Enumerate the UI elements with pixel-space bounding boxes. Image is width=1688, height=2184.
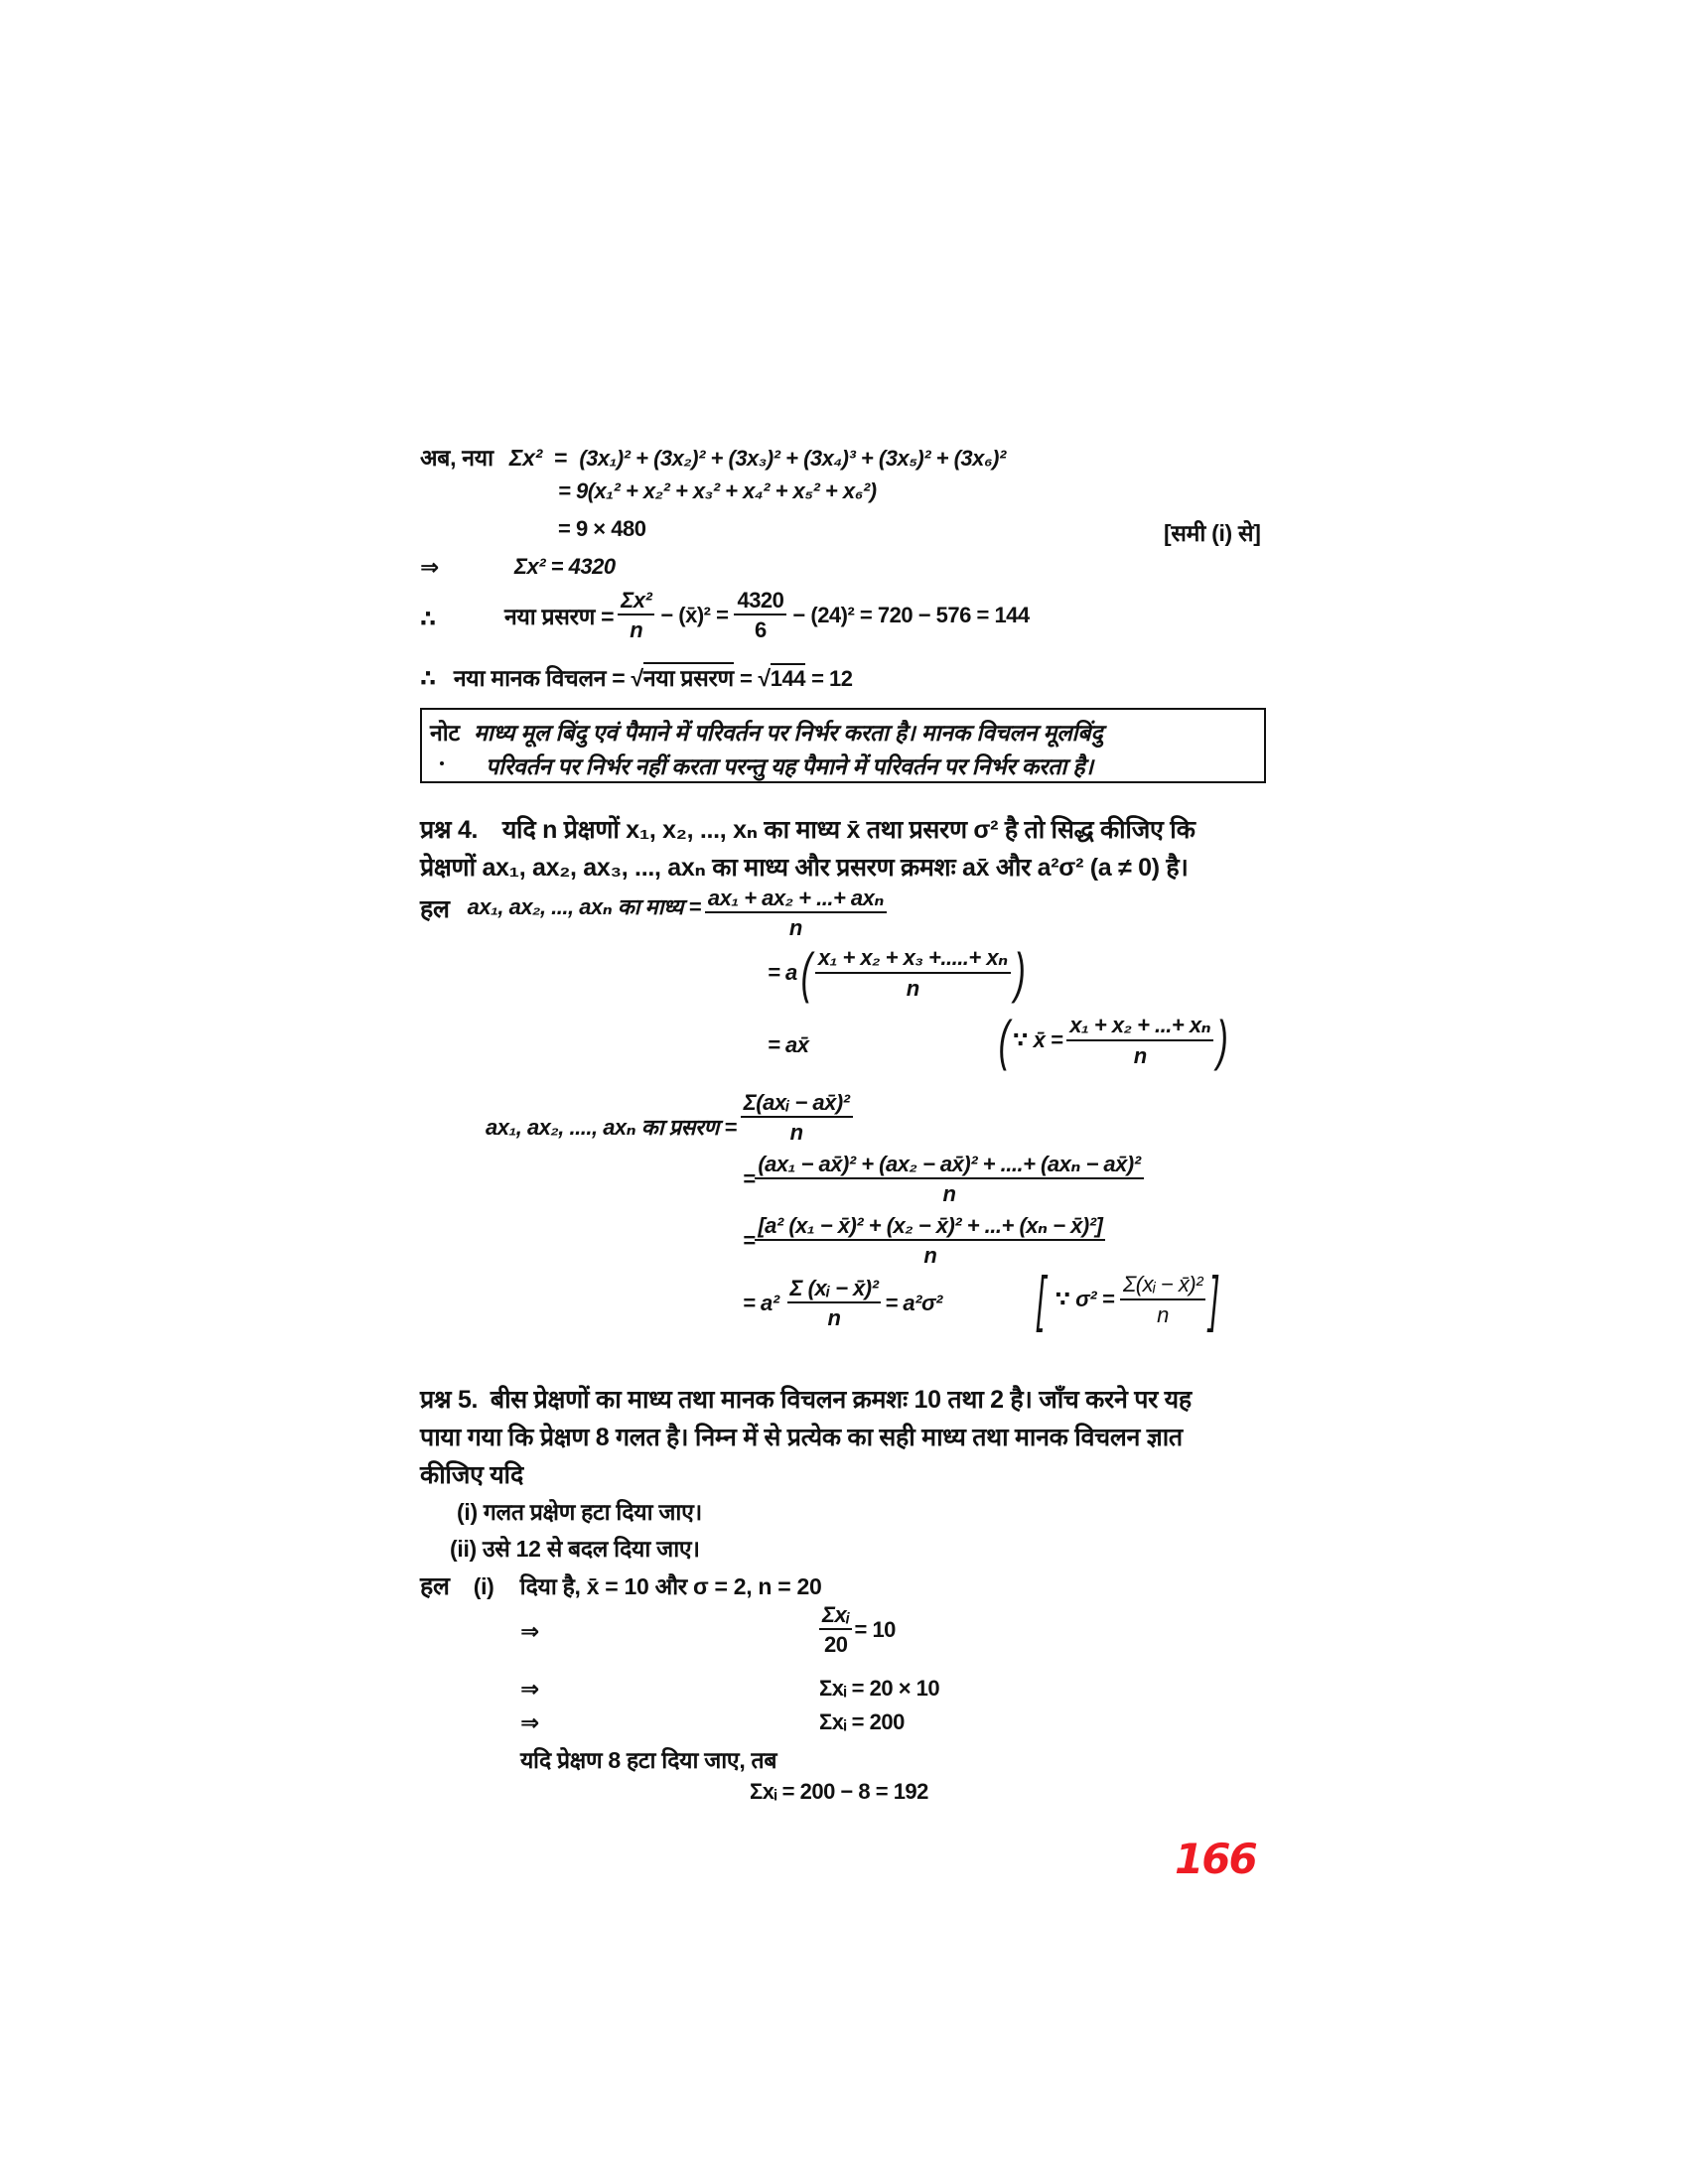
q4-variance-step-3: = $\frac{\text{[a² (x₁ − x̄)² + (x₂ − x̄)² + ...+ (xₙ − x̄)²]}}{n}$ xyxy=(743,1213,1105,1269)
q5-step-2: Σxᵢ = 20 × 10 xyxy=(819,1676,940,1701)
variance-result: − (24)² = 720 − 576 = 144 xyxy=(792,602,1030,627)
variance-lhs: ax₁, ax₂, ...., axₙ का प्रसरण = xyxy=(486,1115,737,1140)
lhs-sum-x2: Σx² xyxy=(508,445,542,471)
note-line-2: परिवर्तन पर निर्भर नहीं करता परन्तु यह पैमाने में परिवर्तन पर निर्भर करता है। xyxy=(486,753,1093,779)
fraction-4320-over-6: $\frac{4320}{6}$ xyxy=(734,588,786,643)
q5-step-1: $\frac{\text{Σxᵢ}}{20}$ = 10 xyxy=(819,1602,896,1658)
sqrt-naya-prasaran: नया प्रसरण xyxy=(643,662,734,691)
page-number: 166 xyxy=(1175,1835,1256,1883)
question-5-option-i: (i) गलत प्रक्षेण हटा दिया जाए। xyxy=(457,1499,702,1525)
fraction-sum-x2-over-n: $\frac{\text{Σx²}}{n}$ xyxy=(618,588,654,643)
equation-line-factored: = 9(x₁² + x₂² + x₃² + x₄² + x₅² + x₆²) xyxy=(558,478,877,503)
question-5-label: प्रश्न 5. xyxy=(420,1386,479,1414)
implies-symbol: ⇒ xyxy=(520,1709,539,1735)
q5-step-4: यदि प्रेक्षण 8 हटा दिया जाए, तब xyxy=(520,1747,777,1773)
fraction-x-sum: $\frac{\text{x₁ + x₂ + x₃ +.....+ xₙ}}{n}$ xyxy=(815,945,1011,1001)
note-label: नोट xyxy=(430,720,460,746)
question-5-line-3: कीजिए यदि xyxy=(420,1461,523,1489)
question-4-line-2: प्रेक्षणों ax₁, ax₂, ax₃, ..., axₙ का माध्य और प्रसरण क्रमशः ax̄ और a²σ² (a ≠ 0) है। xyxy=(420,854,1189,882)
bullet-dot xyxy=(440,761,444,765)
fraction-variance-expanded: $\frac{\text{(ax₁ − ax̄)² + (ax₂ − ax̄)² + ....+ (axₙ − ax̄)²}}{n}$ xyxy=(755,1152,1143,1207)
question-4-line-1: प्रश्न 4. यदि n प्रेक्षणों x₁, x₂, ..., xₙ का माध्य x̄ तथा प्रसरण σ² है तो सिद्ध कीजिए कि xyxy=(420,816,1196,844)
q4-mean-step-2: = a ( $\frac{\text{x₁ + x₂ + x₃ +.....+ xₙ}}{n}$ ) xyxy=(768,941,1026,1004)
mean-lhs: ax₁, ax₂, ..., axₙ का माध्य = xyxy=(467,894,701,919)
implies-symbol: ⇒ xyxy=(420,554,439,580)
q4-mean-reason: ( ∵ x̄ = $\frac{\text{x₁ + x₂ + ...+ xₙ}}{n}$ ) xyxy=(998,1009,1228,1071)
fraction-mean: $\frac{\text{ax₁ + ax₂ + ...+ axₙ}}{n}$ xyxy=(705,886,887,941)
label-ab-naya: अब, नया xyxy=(420,445,493,471)
therefore-symbol: ∴ xyxy=(420,665,436,691)
equals-sign: = xyxy=(554,445,568,471)
right-bracket: ] xyxy=(1209,1265,1218,1333)
note-box xyxy=(420,708,1266,783)
variance-final: = a²σ² xyxy=(885,1290,942,1315)
given-values: दिया है, x̄ = 10 और σ = 2, n = 20 xyxy=(519,1573,822,1599)
fraction-sigma-def: $\frac{\text{Σ(xᵢ − x̄)²}}{n}$ xyxy=(1120,1272,1205,1327)
fraction-x-bar-def: $\frac{\text{x₁ + x₂ + ...+ xₙ}}{n}$ xyxy=(1066,1013,1213,1068)
solution-label: हल xyxy=(420,895,450,923)
q4-mean-equation xyxy=(420,886,887,941)
q4-variance-reason: [ ∵ σ² = $\frac{\text{Σ(xᵢ − x̄)²}}{n}$ ] xyxy=(1037,1265,1218,1333)
right-paren: ) xyxy=(1216,1009,1228,1071)
equation-reference: [समी (i) से] xyxy=(1164,520,1261,546)
fraction-variance: $\frac{\text{Σ(axᵢ − ax̄)²}}{n}$ xyxy=(741,1090,853,1146)
q4-variance-step-4: = a² $\frac{\text{Σ (xᵢ − x̄)²}}{n}$ = a²σ² xyxy=(743,1276,942,1331)
q4-variance-equation xyxy=(486,1090,853,1146)
minus-mean-squared: − (x̄)² = xyxy=(660,602,729,627)
label-naya-prasaran: नया प्रसरण = xyxy=(504,603,615,629)
q5-step-5: Σxᵢ = 200 − 8 = 192 xyxy=(750,1779,928,1804)
equation-new-variance xyxy=(504,588,1030,643)
std-dev-result: = 12 xyxy=(811,666,853,691)
left-bracket: [ xyxy=(1037,1265,1046,1333)
rhs-expansion: (3x₁)² + (3x₂)² + (3x₃)² + (3x₄)³ + (3x₅)² + (3x₆)² xyxy=(579,446,1006,471)
q4-variance-step-2: = $\frac{\text{(ax₁ − ax̄)² + (ax₂ − ax̄)² + ....+ (axₙ − ax̄)²}}{n}$ xyxy=(743,1152,1144,1207)
q4-mean-step-3: = ax̄ xyxy=(768,1032,809,1057)
fraction-variance-factored: $\frac{\text{[a² (x₁ − x̄)² + (x₂ − x̄)² + ...+ (xₙ − x̄)²]}}{n}$ xyxy=(755,1213,1105,1269)
label-naya-manak-vichalan: नया मानक विचलन = xyxy=(453,665,626,691)
sqrt-icon: √ xyxy=(758,665,771,691)
question-5-line-2: पाया गया कि प्रेक्षण 8 गलत है। निम्न में से प्रत्येक का सही माध्य तथा मानक विचलन ज्ञात xyxy=(420,1424,1183,1451)
solution-label: हल xyxy=(420,1572,450,1600)
q5-given-line xyxy=(420,1569,821,1602)
right-paren: ) xyxy=(1014,941,1026,1004)
sqrt-icon: √ xyxy=(631,665,643,691)
note-line-1: माध्य मूल बिंदु एवं पैमाने में परिवर्तन पर निर्भर करता है। मानक विचलन मूलबिंदु xyxy=(474,720,1103,746)
equation-line-product: = 9 × 480 xyxy=(558,516,646,541)
fraction-sigma-sq: $\frac{\text{Σ (xᵢ − x̄)²}}{n}$ xyxy=(787,1276,882,1331)
therefore-symbol: ∴ xyxy=(420,606,436,631)
implies-symbol: ⇒ xyxy=(520,1618,539,1644)
question-5-line-1: प्रश्न 5. बीस प्रेक्षणों का माध्य तथा मानक विचलन क्रमशः 10 तथा 2 है। जाँच करने पर यह xyxy=(420,1386,1192,1414)
q5-step-3: Σxᵢ = 200 xyxy=(819,1709,905,1734)
question-5-option-ii: (ii) उसे 12 से बदल दिया जाए। xyxy=(450,1536,700,1562)
implies-symbol: ⇒ xyxy=(520,1676,539,1702)
part-label: (i) xyxy=(473,1573,494,1599)
left-paren: ( xyxy=(800,941,812,1004)
equation-line-new-sum-squares xyxy=(420,441,1006,473)
equation-sum-x2-result: Σx² = 4320 xyxy=(514,554,616,579)
question-4-label: प्रश्न 4. xyxy=(420,816,479,844)
left-paren: ( xyxy=(998,1009,1010,1071)
fraction-sum-over-20: $\frac{\text{Σxᵢ}}{20}$ xyxy=(819,1602,852,1658)
sqrt-144: 144 xyxy=(771,663,805,691)
equation-new-std-dev: ∴ नया मानक विचलन = √नया प्रसरण = √144 = 12 xyxy=(420,661,853,693)
